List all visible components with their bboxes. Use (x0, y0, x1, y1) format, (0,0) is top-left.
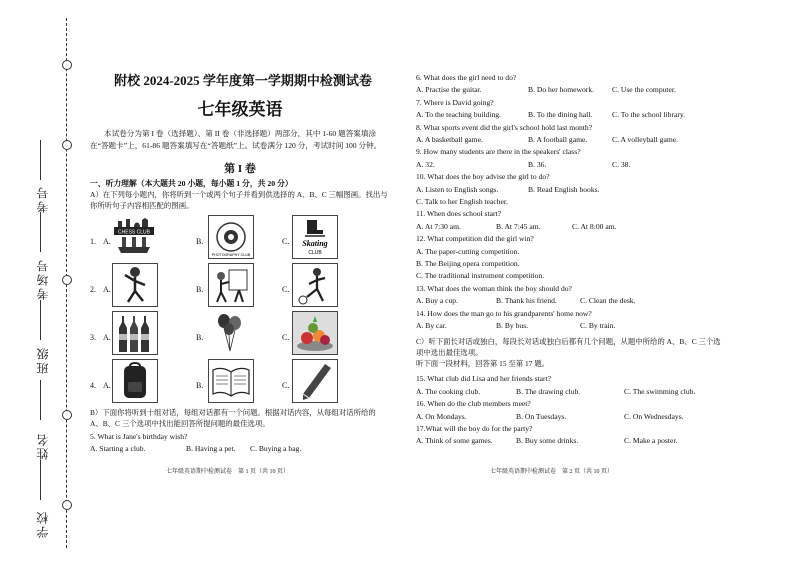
question-10: 10. What does the boy advise the girl to do? (416, 172, 550, 182)
option-a[interactable]: A. On Mondays. (416, 411, 467, 421)
option-letter: B. (196, 333, 204, 342)
question-number: 4. (90, 381, 96, 390)
option-letter: B. (196, 381, 204, 390)
option-c[interactable]: C. Use the computer. (612, 85, 676, 95)
section-title: 一、听力理解（本大题共 20 小题，每小题 1 分，共 20 分） (90, 179, 293, 188)
option-c[interactable]: C. The swimming club. (624, 386, 696, 396)
option-a[interactable]: A. Think of some games. (416, 436, 493, 446)
label-exam-number: 考号 (36, 185, 50, 213)
option-a[interactable]: A. Practise the guitar. (416, 85, 482, 95)
option-a[interactable]: A. At 7:30 am. (416, 221, 461, 231)
option-b[interactable]: B. The drawing club. (516, 386, 581, 396)
subject-title: 七年级英语 (197, 100, 283, 119)
svg-text:CHESS CLUB: CHESS CLUB (118, 229, 150, 236)
svg-text:PHOTOGRAPHY CLUB: PHOTOGRAPHY CLUB (211, 253, 251, 257)
option-a[interactable]: A. Listen to English songs. (416, 184, 499, 194)
part-a-instructions: A）在下列每小题内，你将听到一个或两个句子并看到供选择的 A、B、C 三幅图画。找出与你所听句子内容相匹配的图画。 (90, 190, 388, 210)
part-c-subinstruction: 听下面一段材料，回答第 15 至第 17 题。 (416, 359, 550, 369)
option-b[interactable]: B. Buy some drinks. (516, 436, 579, 446)
option-c[interactable]: C. A volleyball game. (612, 135, 679, 144)
binding-margin (0, 0, 72, 561)
option-c[interactable]: C. Make a poster. (624, 436, 678, 446)
question-number: 2. (90, 285, 96, 294)
option-letter: C. (282, 381, 290, 390)
option-c[interactable]: C. 38. (612, 159, 631, 169)
page-left (90, 70, 390, 456)
option-b[interactable]: B. At 7:45 am. (496, 221, 541, 231)
question-5: 5. What is Jane's birthday wish? (90, 432, 188, 441)
label-exam-room: 考场号 (36, 258, 50, 300)
write-line (40, 300, 41, 340)
picture-question (90, 215, 390, 259)
question-5-options (90, 443, 390, 455)
option-b[interactable]: B. The Beijing opera competition. (416, 259, 520, 268)
balloons-icon[interactable] (208, 311, 252, 353)
bottles-icon[interactable] (112, 311, 158, 355)
write-line (40, 212, 41, 252)
question-10-options (416, 184, 716, 196)
binding-hole (62, 410, 72, 420)
option-c[interactable]: C. By train. (580, 321, 616, 331)
label-name: 姓名 (36, 432, 50, 460)
pen-icon[interactable] (292, 359, 338, 403)
option-b[interactable]: B. By bus. (496, 321, 529, 331)
skating-club-icon[interactable] (292, 215, 338, 259)
question-15-options (416, 386, 716, 398)
picture-question (90, 359, 390, 403)
question-17: 17.What will the boy do for the party? (416, 424, 533, 433)
option-b[interactable]: B. To the dining hall. (528, 110, 593, 120)
label-school: 学校 (36, 510, 50, 538)
option-c[interactable]: C. Buying a bag. (250, 444, 302, 454)
option-c[interactable]: C. To the school library. (612, 110, 686, 120)
option-c[interactable]: C. Clean the desk. (580, 296, 636, 306)
option-letter: C. (282, 237, 290, 246)
svg-text:CLUB: CLUB (308, 250, 322, 256)
question-number: 3. (90, 333, 96, 342)
question-6: 6. What does the girl need to do? (416, 73, 517, 82)
question-6-options (416, 84, 716, 96)
option-letter: C. (282, 333, 290, 342)
option-c[interactable]: C. Talk to her English teacher. (416, 196, 508, 206)
option-letter: A. (103, 381, 111, 390)
option-c[interactable]: C. On Wednesdays. (624, 411, 684, 421)
dancing-boy-icon[interactable] (112, 263, 158, 307)
option-b[interactable]: B. A football game. (528, 135, 588, 144)
option-a[interactable]: A. The cooking club. (416, 386, 481, 396)
option-b[interactable]: B. Having a pet. (186, 444, 236, 454)
part-c-instructions: C）听下面长对话或独白，每段长对话或独白后都有几个问题，从题中所给的 A、B、C 三个选项中选出最佳选项。 (416, 337, 721, 358)
question-12: 12. What competition did the girl win? (416, 234, 534, 244)
question-8-options (416, 134, 716, 146)
option-a[interactable]: A. 32. (416, 159, 435, 169)
option-a[interactable]: A. The paper-cutting competition. (416, 246, 520, 256)
question-13: 13. What does the woman think the boy should do? (416, 283, 572, 293)
question-8: 8. What sports event did the girl's school hold last month? (416, 122, 593, 132)
backpack-icon[interactable] (112, 359, 158, 403)
write-line (40, 140, 41, 180)
option-a[interactable]: A. A basketball game. (416, 135, 483, 144)
question-13-options (416, 295, 716, 307)
option-c[interactable]: C. The traditional instrument competition. (416, 271, 545, 281)
option-letter: C. (282, 285, 290, 294)
write-line (40, 460, 41, 500)
painting-boy-icon[interactable] (208, 263, 254, 307)
volume-title: 第 I 卷 (224, 163, 256, 175)
option-a[interactable]: A. Starting a club. (90, 444, 146, 454)
exam-title: 附校 2024-2025 学年度第一学期期中检测试卷 (114, 73, 372, 88)
binding-hole (62, 140, 72, 150)
option-letter: A. (103, 285, 111, 294)
binding-hole (62, 60, 72, 70)
option-a[interactable]: A. To the teaching building. (416, 110, 501, 120)
picture-question (90, 263, 390, 307)
option-b[interactable]: B. 36. (528, 159, 547, 169)
svg-text:Skating: Skating (302, 239, 328, 248)
photography-club-icon[interactable] (208, 215, 254, 259)
question-16: 16. When do the club members meet? (416, 399, 531, 409)
option-b[interactable]: B. Do her homework. (528, 85, 595, 95)
question-17-options (416, 435, 716, 447)
question-7: 7. Where is David going? (416, 97, 494, 107)
write-line (40, 380, 41, 420)
option-a[interactable]: A. Buy a cup. (416, 296, 458, 306)
label-class: 班级 (36, 346, 50, 374)
option-letter: B. (196, 285, 204, 294)
binding-hole (62, 500, 72, 510)
chess-club-icon[interactable] (112, 215, 156, 257)
option-b[interactable]: B. Thank his friend. (496, 296, 557, 306)
question-14: 14. How does the man go to his grandparents' home now? (416, 308, 592, 318)
question-7-options (416, 109, 716, 121)
option-b[interactable]: B. Read English books. (528, 184, 600, 194)
page-footer-right: 七年级英语期中检测试卷 第 2 页（共 10 页） (490, 469, 614, 475)
binding-hole (62, 275, 72, 285)
option-c[interactable]: C. At 8:00 am. (572, 221, 617, 231)
option-b[interactable]: B. On Tuesdays. (516, 411, 567, 421)
picture-question (90, 311, 390, 355)
question-9-options (416, 159, 716, 171)
question-11-options (416, 221, 716, 233)
question-14-options (416, 320, 716, 332)
question-11: 11. When does school start? (416, 209, 501, 219)
option-letter: A. (103, 333, 111, 342)
option-letter: B. (196, 237, 204, 246)
question-16-options (416, 411, 716, 423)
soccer-boy-icon[interactable] (292, 263, 338, 307)
part-b-instructions: B）下面你将听到十组对话，每组对话都有一个问题。根据对话内容，从每组对话所给的 A、B、C 三个选项中找出能回答所提问题的最佳选项。 (90, 408, 376, 428)
exam-instructions: 本试卷分为第 I 卷（选择题）、第 II 卷（非选择题）两部分，其中 1-60 题答案填涂在“答题卡”上，61-86 题答案填写在“答题纸”上。试卷满分 120 分，考试时间 100 分钟。 (90, 129, 382, 150)
page-right (416, 72, 721, 448)
question-9: 9. How many students are there in the speakers' class? (416, 147, 581, 157)
question-15: 15. What club did Lisa and her friends start? (416, 374, 552, 384)
fruit-plate-icon[interactable] (292, 311, 338, 355)
option-a[interactable]: A. By car. (416, 321, 447, 331)
question-number: 1. (90, 237, 96, 246)
open-book-icon[interactable] (208, 359, 254, 403)
option-letter: A. (103, 237, 111, 246)
page-footer-left: 七年级英语期中检测试卷 第 1 页（共 10 页） (166, 469, 290, 475)
